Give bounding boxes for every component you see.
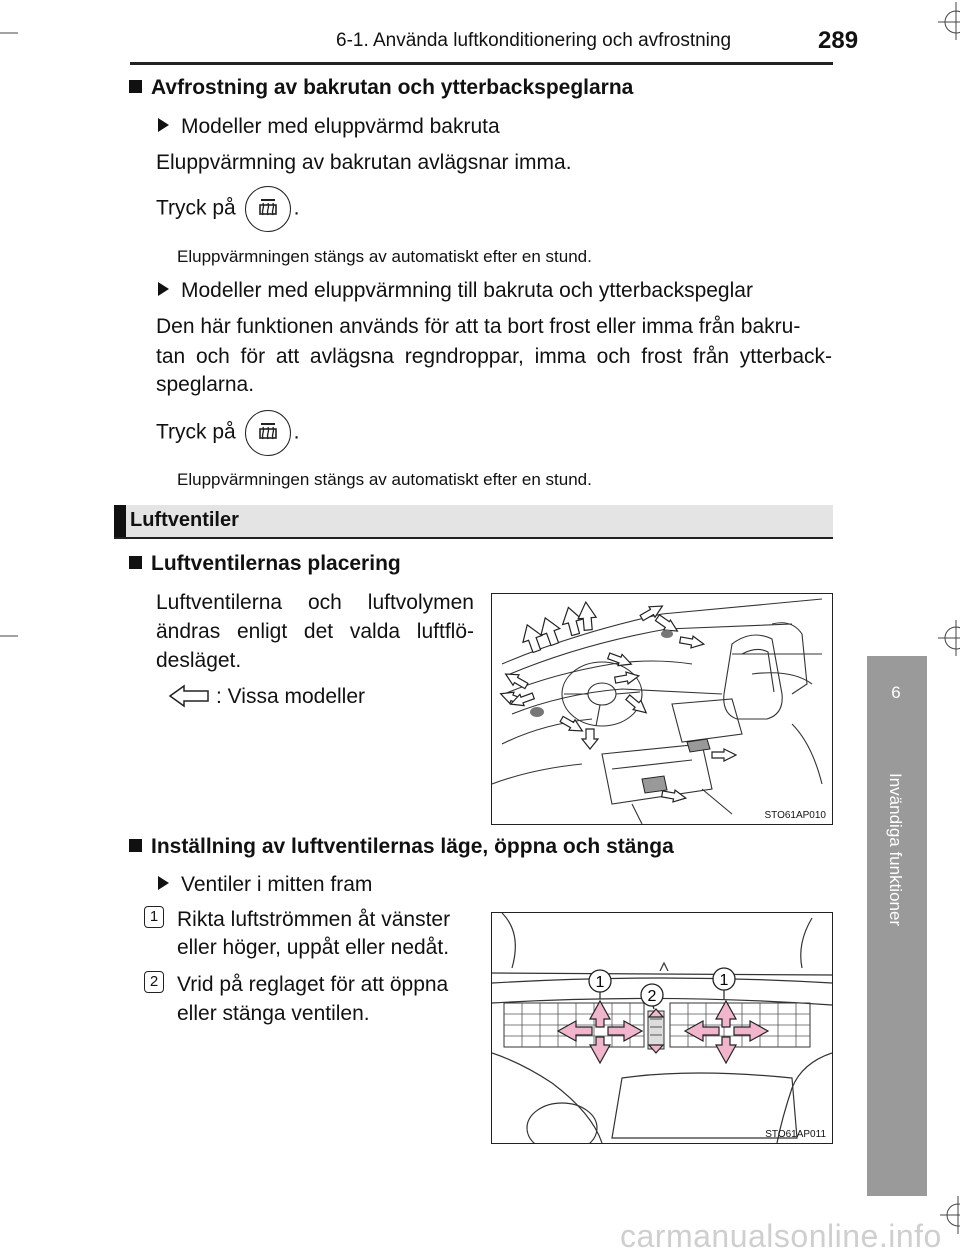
model2-text-1: Den här funktionen används för att ta bort frost eller imma från bakru- — [156, 315, 801, 338]
step2-number — [144, 971, 164, 993]
page-number: 289 — [818, 27, 859, 54]
center-vents-label-text: Ventiler i mitten fram — [181, 873, 373, 896]
rear-defogger-icon — [246, 411, 290, 455]
square-bullet-icon — [129, 839, 142, 852]
center-vents-figure — [491, 912, 833, 1144]
note-2: Eluppvärmningen stängs av automatiskt efter en stund. — [177, 470, 592, 489]
callout-1: 1 — [595, 974, 605, 991]
step2-text-2: eller stänga ventilen. — [177, 1002, 370, 1025]
model1-label-text: Modeller med eluppvärmd bakruta — [181, 115, 500, 138]
press-prefix: Tryck på — [156, 196, 236, 220]
center-vents-illustration — [492, 913, 832, 1143]
callout-1b: 1 — [719, 972, 729, 989]
chapter-number: 6 — [891, 683, 901, 702]
step2-text-1: Vrid på reglaget för att öppna — [177, 973, 449, 996]
header-rule — [130, 62, 833, 65]
press-suffix: . — [293, 420, 300, 444]
step1-text-1: Rikta luftströmmen åt vänster — [177, 908, 451, 931]
press-line-1 — [156, 186, 299, 232]
placement-heading-text: Luftventilernas placering — [151, 552, 401, 575]
footer-watermark: carmanualsonline.info — [620, 1218, 942, 1254]
triangle-bullet-icon — [158, 118, 169, 132]
press-line-2 — [156, 410, 299, 456]
figure2-code: STO61AP011 — [765, 1129, 826, 1140]
square-bullet-icon — [129, 80, 142, 93]
press-prefix: Tryck på — [156, 420, 236, 444]
section-title: 6-1. Använda luftkonditionering och avfrostning — [336, 30, 732, 51]
rear-defogger-icon — [246, 187, 290, 231]
defrost-heading-text: Avfrostning av bakrutan och ytterbackspeglarna — [151, 76, 634, 99]
step2-num-box: 2 — [144, 971, 164, 993]
car-interior-illustration — [492, 594, 832, 824]
banner-rule — [114, 537, 833, 539]
placement-text-2: ändras enligt det valda luftflö- — [156, 620, 474, 643]
model1-text: Eluppvärmning av bakrutan avlägsnar imma. — [156, 151, 572, 174]
step1-text-2: eller höger, uppåt eller nedåt. — [177, 936, 450, 959]
step1-number — [144, 906, 164, 928]
adjust-heading-text: Inställning av luftventilernas läge, öppna och stänga — [151, 835, 674, 858]
note-1: Eluppvärmningen stängs av automatiskt efter en stund. — [177, 247, 592, 266]
model2-text-2: tan och för att avlägsna regndroppar, imma och frost från ytterback- — [156, 345, 832, 368]
model1-label — [158, 112, 500, 141]
rear-defogger-button-icon — [245, 410, 291, 456]
placement-text-3: desläget. — [156, 649, 242, 672]
figure1-code: STO61AP010 — [764, 810, 826, 821]
square-bullet-icon — [129, 556, 142, 569]
placement-text-1: Luftventilerna och luftvolymen — [156, 591, 474, 614]
callout-2: 2 — [647, 988, 657, 1005]
adjust-heading — [129, 835, 674, 859]
model2-text-3: speglarna. — [156, 373, 255, 396]
vents-location-figure — [491, 593, 833, 825]
rear-defogger-button-icon — [245, 186, 291, 232]
model2-label — [158, 276, 753, 305]
vent-legend-arrow-icon — [168, 683, 212, 709]
press-suffix: . — [293, 196, 300, 220]
model2-label-text: Modeller med eluppvärmning till bakruta och ytterbackspeglar — [181, 279, 753, 302]
triangle-bullet-icon — [158, 282, 169, 296]
step1-num-box: 1 — [144, 906, 164, 928]
defrost-heading — [129, 76, 633, 100]
triangle-bullet-icon — [158, 876, 169, 890]
banner-title: Luftventiler — [130, 509, 239, 531]
chapter-label: Invändiga funktioner — [886, 773, 905, 927]
placement-heading — [129, 552, 401, 576]
center-vents-label — [158, 870, 372, 899]
legend-text: : Vissa modeller — [216, 685, 366, 708]
